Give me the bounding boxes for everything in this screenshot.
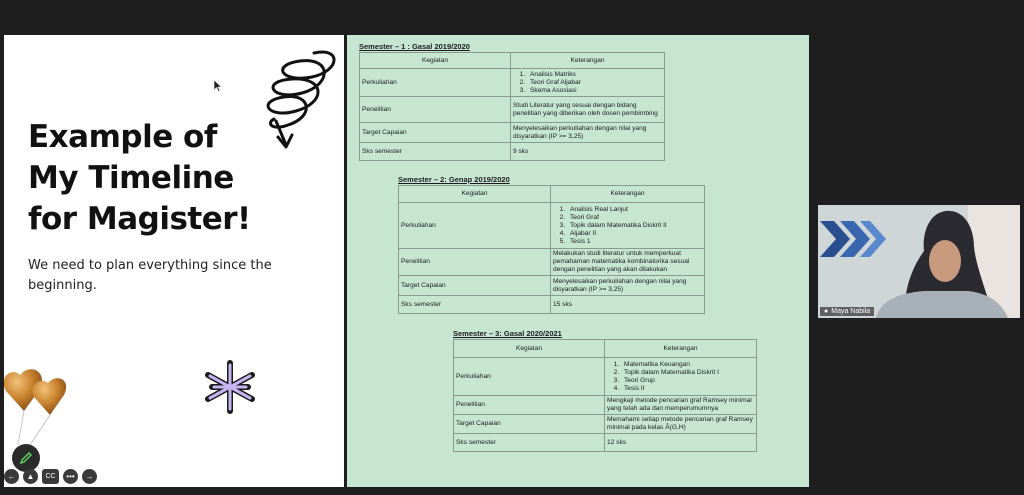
more-icon: ••• (66, 471, 75, 481)
participant-name-tag (820, 307, 874, 316)
previous-slide-button[interactable] (4, 469, 19, 484)
keterangan-cell (551, 203, 705, 249)
participant-figure (818, 205, 1020, 318)
kegiatan-cell: Target Capaian (399, 276, 551, 296)
table-row (454, 434, 757, 452)
kegiatan-cell: Target Capaian (454, 415, 605, 434)
course-item: 3. Topik dalam Matematika Diskrit II (567, 222, 702, 230)
captions-label: CC (45, 472, 56, 480)
column-header: Kegiatan (360, 53, 511, 69)
spiral-arrow-doodle (252, 45, 342, 155)
pen-icon (19, 451, 33, 465)
semester-table (359, 52, 665, 161)
presentation-slide (4, 35, 344, 487)
course-item: 1. Analisis Matriks (527, 71, 662, 79)
semester-table (398, 185, 705, 314)
keterangan-cell: Melakukan studi literatur untuk memperkuat pemahaman matematika kombinatorika sesuai dengan penelitian yang akan dilakukan (551, 249, 705, 276)
semester-section (453, 328, 757, 452)
laser-pointer-button[interactable] (23, 469, 38, 484)
slide-title (28, 117, 251, 240)
course-item: 4. Tesis II (621, 385, 754, 393)
column-header: Kegiatan (454, 340, 605, 358)
table-row (360, 143, 665, 161)
keterangan-cell: 15 sks (551, 296, 705, 314)
shared-document (347, 35, 809, 487)
asterisk-doodle (202, 359, 258, 415)
keterangan-cell (605, 358, 757, 396)
keterangan-cell (511, 69, 665, 97)
course-item: 1. Analisis Real Lanjut (567, 206, 702, 214)
table-row (454, 358, 757, 396)
column-header: Keterangan (605, 340, 757, 358)
semester-title: Semester – 2: Genap 2019/2020 (398, 175, 510, 184)
course-item: 5. Tesis 1 (567, 238, 702, 246)
slide-title-line: for Magister! (28, 201, 251, 237)
kegiatan-cell: Sks semester (399, 296, 551, 314)
course-item: 2. Teori Graf Aljabar (527, 79, 662, 87)
course-item: 3. Teori Grup (621, 377, 754, 385)
column-header: Keterangan (511, 53, 665, 69)
presentation-toolbar (4, 466, 97, 486)
kegiatan-cell: Perkuliahan (454, 358, 605, 396)
captions-button[interactable] (42, 469, 59, 484)
pointer-icon: ▲ (26, 471, 35, 481)
table-row (399, 296, 705, 314)
table-row (399, 203, 705, 249)
table-row (360, 123, 665, 143)
course-item: 1. Matematika Keuangan (621, 361, 754, 369)
slide-title-line: Example of (28, 119, 217, 155)
semester-title: Semester – 3: Gasal 2020/2021 (453, 329, 562, 338)
table-row (454, 415, 757, 434)
keterangan-cell: Studi Literatur yang sesuai dengan bidang penelitian yang diberikan oleh dosen pembimbing (511, 97, 665, 123)
table-row (454, 396, 757, 415)
kegiatan-cell: Perkuliahan (399, 203, 551, 249)
column-header: Kegiatan (399, 186, 551, 203)
participant-video-tile[interactable] (818, 205, 1020, 318)
arrow-left-icon: ← (7, 471, 16, 481)
kegiatan-cell: Penelitian (360, 97, 511, 123)
arrow-right-icon: → (85, 471, 94, 481)
participant-name: Maya Nabila (831, 308, 871, 315)
slide-subtitle: We need to plan everything since the beginning. (28, 258, 272, 293)
table-row (399, 249, 705, 276)
table-row (399, 276, 705, 296)
slide-title-line: My Timeline (28, 160, 234, 196)
course-item: 4. Aljabar II (567, 230, 702, 238)
kegiatan-cell: Sks semester (360, 143, 511, 161)
kegiatan-cell: Penelitian (454, 396, 605, 415)
kegiatan-cell: Perkuliahan (360, 69, 511, 97)
keterangan-cell: Menyelesaikan perkuliahan dengan nilai yang disyaratkan (IP >= 3,25) (551, 276, 705, 296)
course-item: 3. Skema Asosiasi (527, 87, 662, 95)
keterangan-cell: Menyelesaikan perkuliahan dengan nilai yang disyaratkan (IP >= 3,25) (511, 123, 665, 143)
keterangan-cell: 12 sks (605, 434, 757, 452)
kegiatan-cell: Sks semester (454, 434, 605, 452)
mouse-cursor-icon (214, 80, 222, 92)
column-header: Keterangan (551, 186, 705, 203)
semester-title: Semester – 1 : Gasal 2019/2020 (359, 42, 470, 51)
kegiatan-cell: Target Capaian (360, 123, 511, 143)
heart-balloons-image (4, 365, 70, 445)
table-row (360, 69, 665, 97)
semester-section (359, 41, 665, 161)
keterangan-cell: 9 sks (511, 143, 665, 161)
kegiatan-cell: Penelitian (399, 249, 551, 276)
keterangan-cell: Memahami setiap metode pencarian graf Ramsey minimal pada kelas Â(G,H) (605, 415, 757, 434)
semester-table (453, 339, 757, 452)
semester-section (398, 174, 705, 314)
microphone-icon: ● (824, 308, 829, 315)
table-row (360, 97, 665, 123)
course-item: 2. Topik dalam Matematika Diskrit I (621, 369, 754, 377)
keterangan-cell: Mengkaji metode pencarian graf Ramsey minimal yang telah ada dan memperumumnya (605, 396, 757, 415)
more-options-button[interactable] (63, 469, 78, 484)
next-slide-button[interactable] (82, 469, 97, 484)
course-item: 2. Teori Graf (567, 214, 702, 222)
